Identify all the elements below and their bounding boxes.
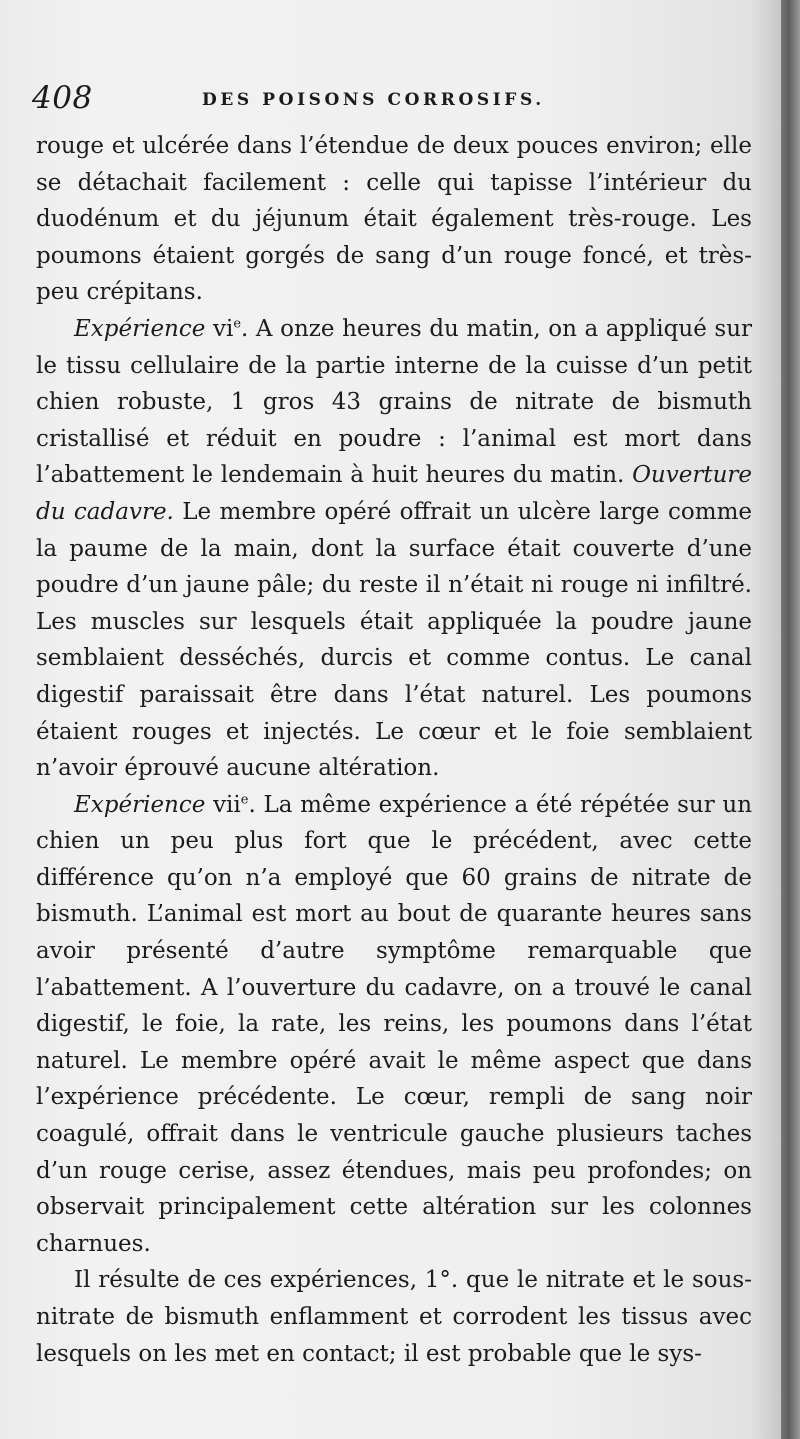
paragraph-conclusion: Il résulte de ces expériences, 1°. que le nitrate et le sous-nitrate de bismuth enflamment et corrodent les tissus avec lesquels on les met en contact; il est probable que le sys- <box>36 1267 752 1367</box>
experience-label: Expérience <box>74 791 206 818</box>
paragraph-experience-7: Expérience vii$^e$. La même expérience a été répétée sur un chien un peu plus fort que le précédent, avec cette différence qu’on n’a employé que 60 grains de nitrate de bismuth. L’animal est mort au bout de quarante heures sans avoir présenté d’autre symptôme remarquable que l’abattement. A l’ouverture du cadavre, on a trouvé le canal digestif, le foie, la rate, les reins, les poumons dans l’état naturel. Le membre opéré avait le même aspect que dans l’expérience précédente. Le cœur, rempli de sang noir coagulé, offrait dans le ventricule gauche plusieurs taches d’un rouge cerise, assez étendues, mais peu profondes; on observait principalement cette altération sur les colonnes charnues. <box>36 791 753 1257</box>
book-spine-edge <box>781 0 800 1439</box>
paragraph-experience-6: Expérience $vi^e$. A onze heures du matin, on a appliqué sur le tissu cellulaire de la partie interne de la cuisse d’un petit chien robuste, 1 gros 43 grains de nitrate de bismuth cristallisé et réduit en poudre : l’animal est mort dans l’abattement le lendemain à huit heures du matin. Ouverture du cadavre. Le membre opéré offrait un ulcère large comme la paume de la main, dont la surface était couverte d’une poudre d’un jaune pâle; du reste il n’était ni rouge ni infiltré. Les muscles sur lesquels était appliquée la poudre jaune semblaient desséchés, durcis et comme contus. Le canal digestif paraissait être dans l’état naturel. Les poumons étaient rouges et injectés. Le cœur et le foie semblaient n’avoir éprouvé aucune altération. <box>36 315 753 782</box>
body-text <box>36 128 752 1372</box>
experience-label: Expérience <box>74 315 206 342</box>
running-title: DES POISONS CORROSIFS. <box>202 90 545 110</box>
paragraph-continuation: rouge et ulcérée dans l’étendue de deux pouces environ; elle se détachait facilement : celle qui tapisse l’intérieur du duodénum et du jéjunum était également très-rouge. Les poumons étaient gorgés de sang d’un rouge foncé, et très-peu crépitans. <box>36 133 752 306</box>
experience-numeral: $vi^e$ <box>212 315 242 342</box>
italic-phrase: Ouverture du cadavre. <box>36 462 752 525</box>
experience-numeral: vii$^e$ <box>213 791 249 818</box>
page-header <box>32 80 762 124</box>
page-number: 408 <box>32 80 93 116</box>
